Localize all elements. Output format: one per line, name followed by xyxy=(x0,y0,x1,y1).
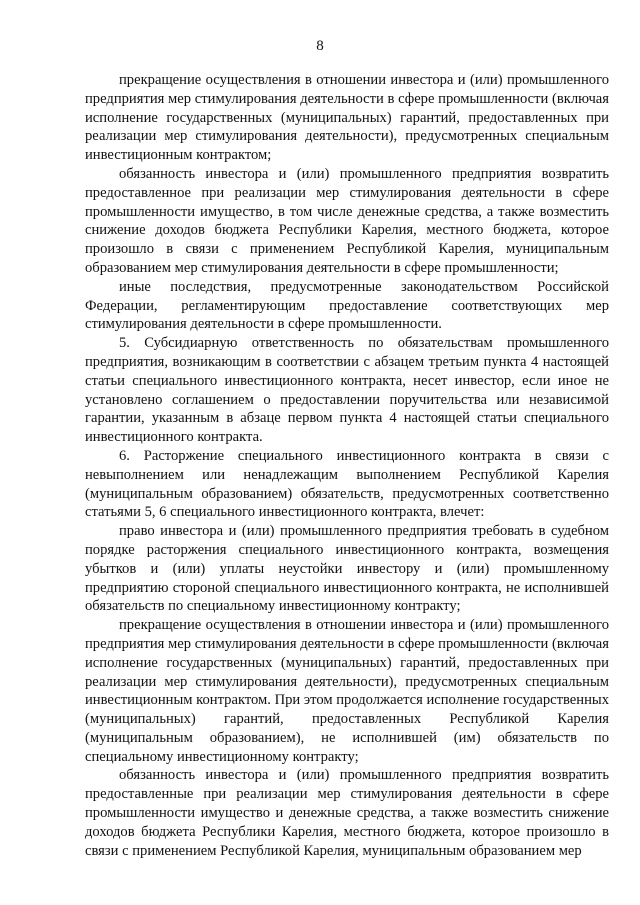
paragraph: 5. Субсидиарную ответственность по обязательствам промышленного предприятия, возникающим в соответствии с абзацем третьим пункта 4 настоящей статьи специального инвестиционного контракта, несет инвестор, если иное не установлено соглашением о предоставлении поручительства или независимой гарантии, указанным в абзаце первом пункта 4 настоящей статьи специального инвестиционного контракта. xyxy=(85,335,609,446)
paragraph: обязанность инвестора и (или) промышленного предприятия возвратить предоставленные при реализации мер стимулирования деятельности в сфере промышленности имущество и денежные средства, а также возместить снижение доходов бюджета Республики Карелия, местного бюджета, которое произошло в связи с применением Республикой Карелия, муниципальным образованием мер xyxy=(85,767,609,859)
paragraph: право инвестора и (или) промышленного предприятия требовать в судебном порядке расторжения специального инвестиционного контракта, возмещения убытков и (или) уплаты неустойки инвестору и (или) промышленному предприятию стороной специального инвестиционного контракта, не исполнившей обязательств по специальному инвестиционному контракту; xyxy=(85,523,609,615)
page-number: 8 xyxy=(316,38,324,54)
paragraph: прекращение осуществления в отношении инвестора и (или) промышленного предприятия мер стимулирования деятельности в сфере промышленности (включая исполнение государственных (муниципальных) гарантий, предоставленных при реализации мер стимулирования деятельности), предусмотренных специальным инвестиционным контрактом; xyxy=(85,72,609,164)
paragraph: обязанность инвестора и (или) промышленного предприятия возвратить предоставленное при реализации мер стимулирования деятельности в сфере промышленности имущество, в том числе денежные средства, а также возместить снижение доходов бюджета Республики Карелия, местного бюджета, которое произошло в связи с применением Республикой Карелия, муниципальным образованием мер стимулирования деятельности в сфере промышленности; xyxy=(85,165,609,276)
paragraph: 6. Расторжение специального инвестиционного контракта в связи с невыполнением или ненадлежащим выполнением Республикой Карелия (муниципальным образованием) обязательств, предусмотренных соответственно статьями 5, 6 специального инвестиционного контракта, влечет: xyxy=(85,447,609,521)
paragraph: иные последствия, предусмотренные законодательством Российской Федерации, регламентирующим предоставление соответствующих мер стимулирования деятельности в сфере промышленности. xyxy=(85,278,609,333)
document-body xyxy=(85,71,609,860)
paragraph: прекращение осуществления в отношении инвестора и (или) промышленного предприятия мер стимулирования деятельности в сфере промышленности (включая исполнение государственных (муниципальных) гарантий, предоставленных при реализации мер стимулирования деятельности), предусмотренных специальным инвестиционным контрактом. При этом продолжается исполнение государственных (муниципальных) гарантий, предоставленных Республикой Карелия (муниципальным образованием), не исполнившей (им) обязательств по специальному инвестиционному контракту; xyxy=(85,617,609,765)
